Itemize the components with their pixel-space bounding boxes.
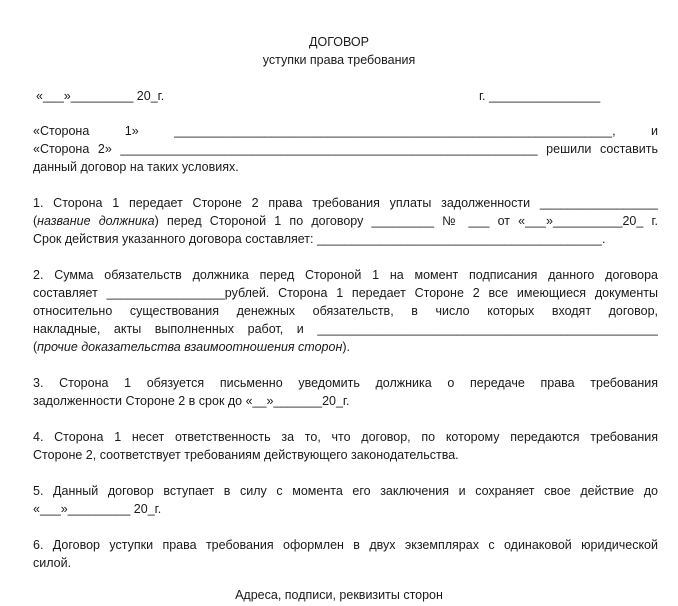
clause-3-line-2: задолженности Стороне 2 в срок до «__»_______20_г. [33, 394, 350, 408]
date-field: «___»_________ 20_г. [36, 89, 165, 103]
clause-2-line-4: накладные, акты выполненных работ, и _________________________________________________ [33, 322, 658, 336]
city-field: г. ________________ [479, 89, 601, 103]
clause-4-line-1: 4. Сторона 1 несет ответственность за то, что договор, по которому передаются требования [33, 430, 658, 444]
clause-1-line-3: Срок действия указанного договора составляет: _________________________________________. [33, 232, 606, 246]
clause-3-line-1: 3. Сторона 1 обязуется письменно уведомить должника о передаче права требования [33, 376, 658, 390]
signatures-heading: Адреса, подписи, реквизиты сторон [235, 588, 443, 602]
clause-5-line-2: «___»_________ 20_г. [33, 502, 162, 516]
clause-1-line-2: (название должника) перед Стороной 1 по договору _________ № ___ от «___»__________20_ г. [33, 214, 659, 228]
clause-2-line-3: относительно существования денежных обязательств, в число которых входят договор, [33, 304, 658, 318]
clause-6-line-2: силой. [33, 556, 72, 570]
party-2-line: «Сторона 2» ____________________________________________________________ решили составить [33, 142, 658, 156]
clause-4-line-2: Стороне 2, соответствует требованиям действующего законодательства. [33, 448, 459, 462]
clause-1-line-1: 1. Сторона 1 передает Стороне 2 права требования уплаты задолженности _________________ [33, 196, 658, 210]
clause-5-line-1: 5. Данный договор вступает в силу с момента его заключения и сохраняет свое действие до [33, 484, 658, 498]
document-title: ДОГОВОР [309, 35, 369, 49]
clause-2-line-1: 2. Сумма обязательств должника перед Стороной 1 на момент подписания данного договора [33, 268, 658, 282]
debtor-name-hint: название должника [37, 214, 155, 228]
clause-2-line-5: (прочие доказательства взаимоотношения сторон). [33, 340, 350, 354]
clause-2-line-2: составляет _________________рублей. Сторона 1 передает Стороне 2 все имеющиеся документы [33, 286, 658, 300]
parties-conclusion: данный договор на таких условиях. [33, 160, 239, 174]
evidence-hint: прочие доказательства взаимоотношения сторон [37, 340, 343, 354]
document-subtitle: уступки права требования [262, 53, 416, 67]
party-1-line: «Сторона 1» _______________________________________________________________, и [33, 124, 658, 138]
clause-6-line-1: 6. Договор уступки права требования оформлен в двух экземплярах с одинаковой юридической [33, 538, 658, 552]
